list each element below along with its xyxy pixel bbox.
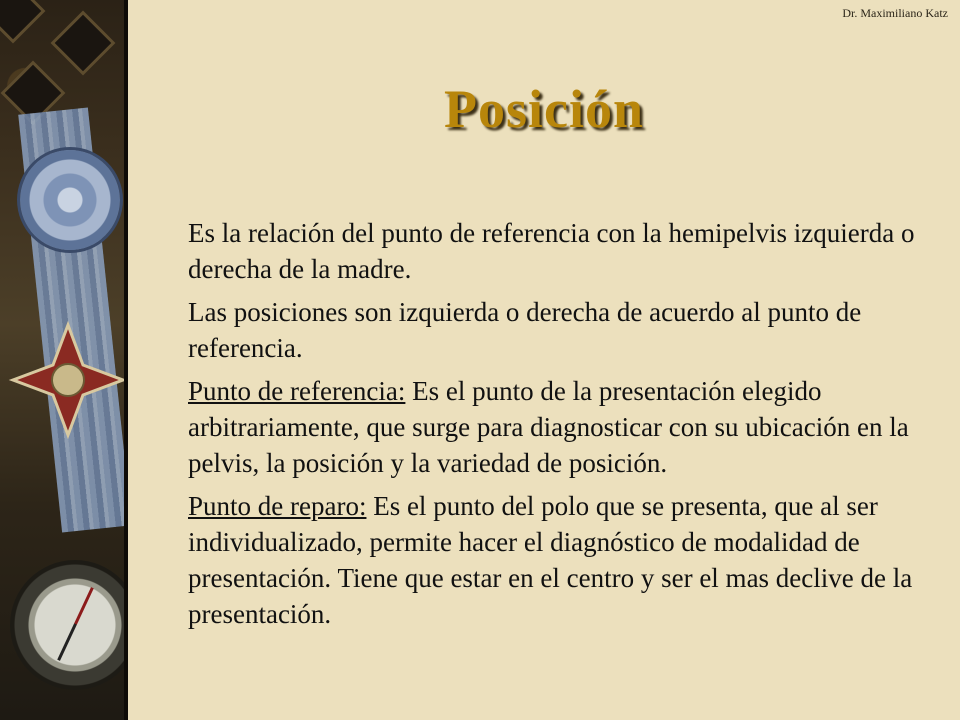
ribbon-rosette bbox=[20, 150, 120, 250]
paragraph bbox=[188, 294, 933, 366]
author-label: Dr. Maximiliano Katz bbox=[842, 6, 948, 20]
paragraph-text: Las posiciones son izquierda o derecha de acuerdo al punto de referencia. bbox=[188, 297, 862, 363]
paragraph bbox=[188, 215, 933, 287]
paragraph-text: Es el punto de la presentación elegido arbitrariamente, que surge para diagnosticar con su ubicación en la pelvis, la posición y la variedad de posición. bbox=[188, 376, 909, 478]
slide-title: Posición bbox=[443, 79, 644, 139]
slide-body bbox=[188, 215, 933, 639]
medal-cross-icon bbox=[8, 320, 128, 440]
compass-icon bbox=[10, 560, 128, 690]
paragraph-text: Es la relación del punto de referencia con la hemipelvis izquierda o derecha de la madre. bbox=[188, 218, 915, 284]
checker-tile bbox=[0, 0, 46, 44]
checker-tile bbox=[50, 10, 115, 75]
decorative-photo-strip bbox=[0, 0, 128, 720]
paragraph-text: Es el punto del polo que se presenta, que al ser individualizado, permite hacer el diagnóstico de modalidad de presentación. Tiene que estar en el centro y ser el mas declive de la presentación. bbox=[188, 491, 913, 629]
paragraph-lead-punto-de-reparo: Punto de reparo: bbox=[188, 491, 367, 521]
paragraph bbox=[188, 488, 933, 632]
paragraph-lead-punto-de-referencia: Punto de referencia: bbox=[188, 376, 406, 406]
paragraph bbox=[188, 373, 933, 481]
